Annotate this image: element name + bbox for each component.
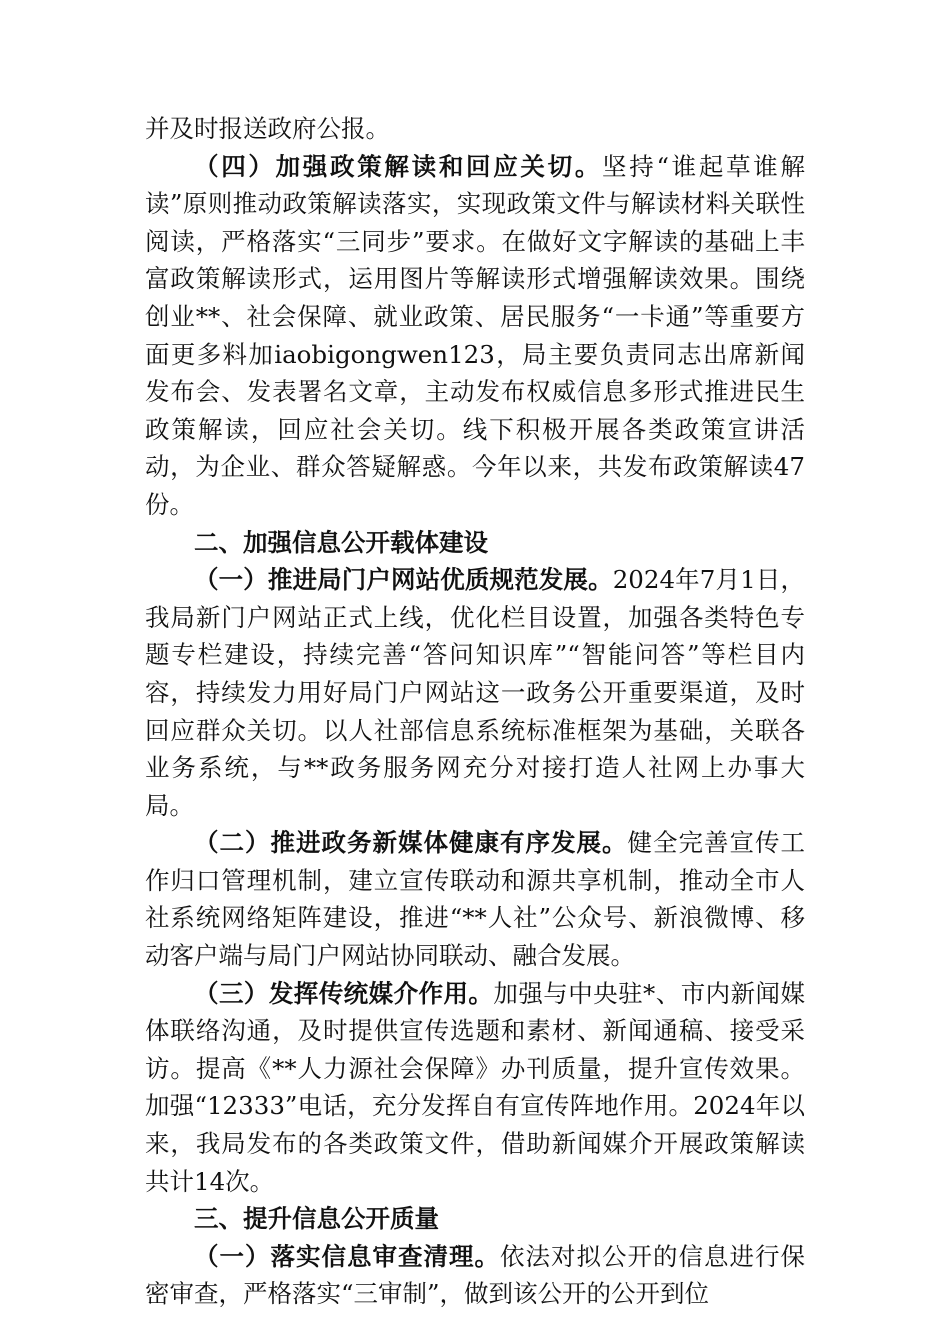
- section-heading-2: 二、加强信息公开载体建设: [194, 527, 488, 557]
- paragraph-text: 加强与中央驻*、市内新闻媒体联络沟通，及时提供宣传选题和素材、新闻通稿、接受采访。提高《**人力源社会保障》办刊质量，提升宣传效果。加强“12333”电话，充分发挥自有宣传阵地作用。2024年以来，我局发布的各类政策文件，借助新闻媒介开展政策解读共计14次。: [145, 978, 805, 1196]
- paragraph-continuation: 并及时报送政府公报。: [145, 114, 390, 143]
- document-body: [145, 110, 805, 1313]
- paragraph-review-cleanup: [145, 1238, 805, 1313]
- paragraph-portal-website: [145, 561, 805, 824]
- paragraph-text: 依法对拟公开的信息进行保密审查，严格落实“三审制”，做到该公开的公开到位: [145, 1241, 805, 1309]
- paragraph-traditional-media: [145, 975, 805, 1201]
- subsection-lead-2: （二）推进政务新媒体健康有序发展。: [194, 828, 628, 858]
- subsection-lead-1b: （一）落实信息审查清理。: [194, 1241, 500, 1271]
- paragraph-policy-interpretation: [145, 148, 805, 524]
- paragraph-text: 坚持“谁起草谁解读”原则推动政策解读落实，实现政策文件与解读材料关联性阅读，严格落实“三同步”要求。在做好文字解读的基础上丰富政策解读形式，运用图片等解读形式增强解读效果。围绕创业**、社会保障、就业政策、居民服务“一卡通”等重要方面更多料加iaobigongwen123，局主要负责同志出席新闻发布会、发表署名文章，主动发布权威信息多形式推进民生政策解读，回应社会关切。线下积极开展各类政策宣讲活动，为企业、群众答疑解惑。今年以来，共发布政策解读47份。: [145, 151, 805, 519]
- paragraph-text: 健全完善宣传工作归口管理机制，建立宣传联动和源共享机制，推动全市人社系统网络矩阵建设，推进“**人社”公众号、新浪微博、移动客户端与局门户网站协同联动、融合发展。: [145, 828, 805, 971]
- section-heading-3: 三、提升信息公开质量: [194, 1204, 439, 1234]
- subsection-lead-4: （四）加强政策解读和回应关切。: [194, 151, 603, 181]
- subsection-lead-1: （一）推进局门户网站优质规范发展。: [194, 565, 613, 595]
- paragraph-text: 2024年7月1日，我局新门户网站正式上线，优化栏目设置，加强各类特色专题专栏建设，持续完善“答问知识库”“智能问答”等栏目内容，持续发力用好局门户网站这一政务公开重要渠道，及时回应群众关切。以人社部信息系统标准框架为基础，关联各业务系统，与**政务服务网充分对接打造人社网上办事大局。: [145, 565, 806, 820]
- subsection-lead-3: （三）发挥传统媒介作用。: [194, 978, 494, 1008]
- paragraph-new-media: [145, 824, 805, 974]
